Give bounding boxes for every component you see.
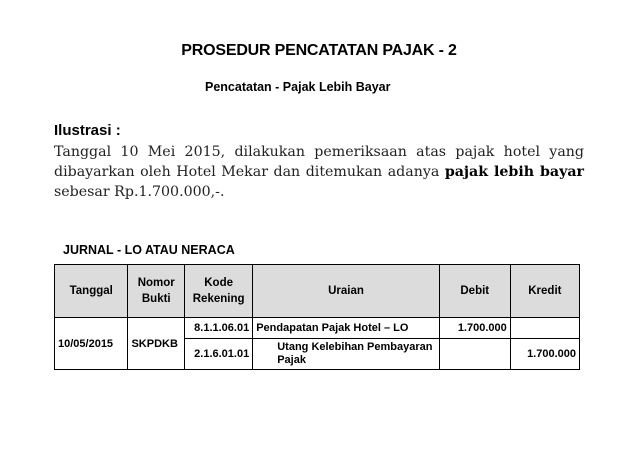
cell-debit xyxy=(439,339,510,370)
illustration-text-bold: pajak lebih bayar xyxy=(444,164,585,180)
header-nomor-bukti: Nomor Bukti xyxy=(128,265,185,318)
cell-uraian: Utang Kelebihan Pembayaran Pajak xyxy=(253,339,440,370)
journal-table-header xyxy=(55,265,580,318)
header-kredit: Kredit xyxy=(510,265,579,318)
header-kode-rekening: Kode Rekening xyxy=(185,265,253,318)
cell-kredit: 1.700.000 xyxy=(510,339,579,370)
header-uraian: Uraian xyxy=(253,265,440,318)
cell-debit: 1.700.000 xyxy=(439,318,510,339)
cell-uraian: Pendapatan Pajak Hotel – LO xyxy=(253,318,440,339)
journal-header-row xyxy=(55,265,580,318)
table-row xyxy=(55,318,580,339)
page-title: PROSEDUR PENCATATAN PAJAK - 2 xyxy=(181,42,457,59)
illustration-text-after: sebesar Rp.1.700.000,-. xyxy=(54,184,225,200)
illustration-heading: Ilustrasi : xyxy=(54,122,121,139)
illustration-text-before: Tanggal 10 Mei 2015, dilakukan pemeriksaan atas pajak hotel yang dibayarkan oleh Hotel Mekar dan ditemukan adanya xyxy=(54,144,584,180)
illustration-text xyxy=(54,142,584,202)
cell-kredit xyxy=(510,318,579,339)
cell-kode-rekening: 8.1.1.06.01 xyxy=(185,318,253,339)
cell-tanggal: 10/05/2015 xyxy=(55,318,128,370)
cell-nomor-bukti: SKPDKB xyxy=(128,318,185,370)
page-subtitle: Pencatatan - Pajak Lebih Bayar xyxy=(205,80,391,94)
header-debit: Debit xyxy=(439,265,510,318)
header-tanggal: Tanggal xyxy=(55,265,128,318)
cell-kode-rekening: 2.1.6.01.01 xyxy=(185,339,253,370)
journal-label: JURNAL - LO ATAU NERACA xyxy=(63,243,235,257)
journal-table xyxy=(54,264,580,370)
journal-table-body xyxy=(55,318,580,370)
